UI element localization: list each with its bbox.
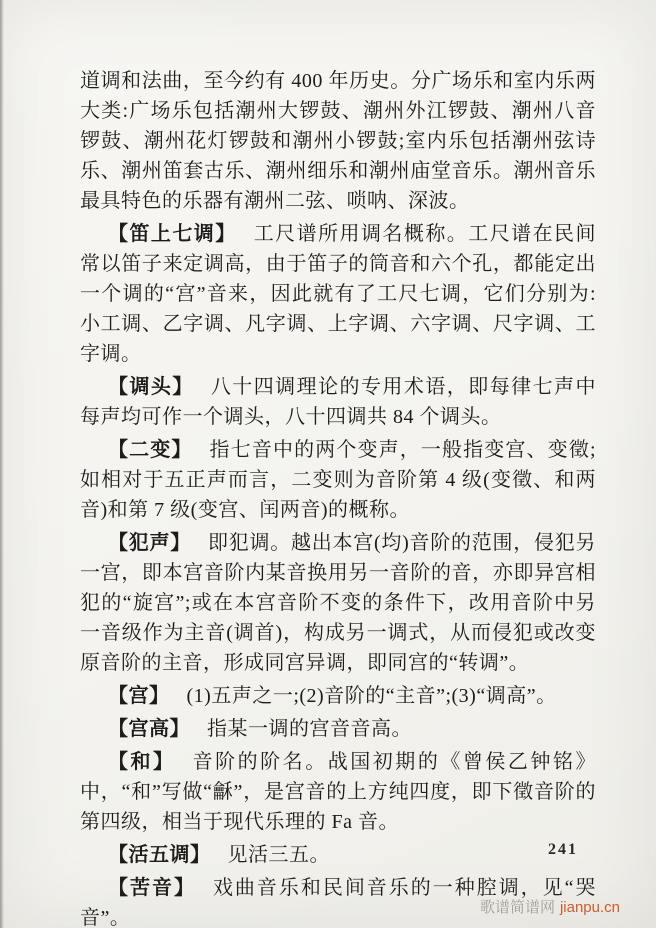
watermark-site-name: 歌谱简谱网 [479, 899, 555, 916]
entry-term: 【犯声】 [108, 532, 191, 554]
watermark-site-url: jianpu.cn [559, 899, 620, 916]
intro-paragraph: 道调和法曲，至今约有 400 年历史。分广场乐和室内乐两大类:广场乐包括潮州大锣鼓、潮州外江锣鼓、潮州八音锣鼓、潮州花灯锣鼓和潮州小锣鼓;室内乐包括潮州弦诗乐、潮州笛套古乐、潮州细乐和潮州庙堂音乐。潮州音乐最具特色的乐器有潮州二弦、唢呐、深波。 [80, 70, 596, 212]
entry-definition: 即犯调。越出本宫(均)音阶的范围，侵犯另一宫，即本宫音阶内某音换用另一音阶的音，亦即异宫相犯的“旋宫”;或在本宫音阶不变的条件下，改用音阶中另一音级作为主音(调首)，构成另一调式，从而侵犯或改变原音阶的主音，形成同宫异调，即同宫的“转调”。 [80, 532, 597, 674]
dictionary-entry [80, 528, 596, 678]
page-number: 241 [548, 841, 578, 858]
entry-term: 【活五调】 [108, 844, 211, 866]
dictionary-entry [80, 435, 596, 525]
entry-definition: 工尺谱所用调名概称。工尺谱在民间常以笛子来定调高，由于笛子的筒音和六个孔，都能定出一个调的“宫”音来，因此就有了工尺七调，它们分别为:小工调、乙字调、凡字调、上字调、六字调、尺字调、工字调。 [80, 223, 597, 365]
dictionary-entry [80, 747, 596, 837]
entry-term: 【苦音】 [108, 877, 196, 899]
entry-term: 【笛上七调】 [108, 223, 237, 245]
entry-definition: 音阶的阶名。战国初期的《曾侯乙钟铭》中，“和”写做“龢”，是宫音的上方纯四度，即下徵音阶的第四级，相当于现代乐理的 Fa 音。 [80, 751, 597, 833]
entry-term: 【调头】 [108, 376, 194, 398]
entry-term: 【二变】 [108, 439, 193, 461]
watermark [480, 899, 620, 917]
entry-definition: 八十四调理论的专用术语，即每律七声中每声均可作一个调头，八十四调共 84 个调头。 [80, 376, 597, 428]
dictionary-entry [80, 219, 596, 369]
entry-definition: 指某一调的宫音音高。 [207, 718, 412, 740]
entry-definition: 戏曲音乐和民间音乐的一种腔调，见“哭音”。 [80, 877, 596, 928]
dictionary-entry [80, 372, 596, 432]
entry-definition: 见活三五。 [227, 844, 330, 866]
entry-term: 【宫】 [108, 685, 170, 707]
text-column [80, 66, 596, 928]
entry-term: 【和】 [108, 751, 176, 773]
dictionary-entry [80, 681, 596, 711]
entry-definition: (1)五声之一;(2)音阶的“主音”;(3)“调高”。 [186, 685, 557, 707]
scan-edge-shadow [0, 0, 4, 928]
dictionary-entry [80, 840, 596, 870]
dictionary-entry [80, 714, 596, 744]
entry-definition: 指七音中的两个变声，一般指变宫、变徵;如相对于五正声而言，二变则为音阶第 4 级(变徵、和两音)和第 7 级(变宫、闰两音)的概称。 [80, 439, 597, 521]
entry-term: 【宫高】 [108, 718, 190, 740]
